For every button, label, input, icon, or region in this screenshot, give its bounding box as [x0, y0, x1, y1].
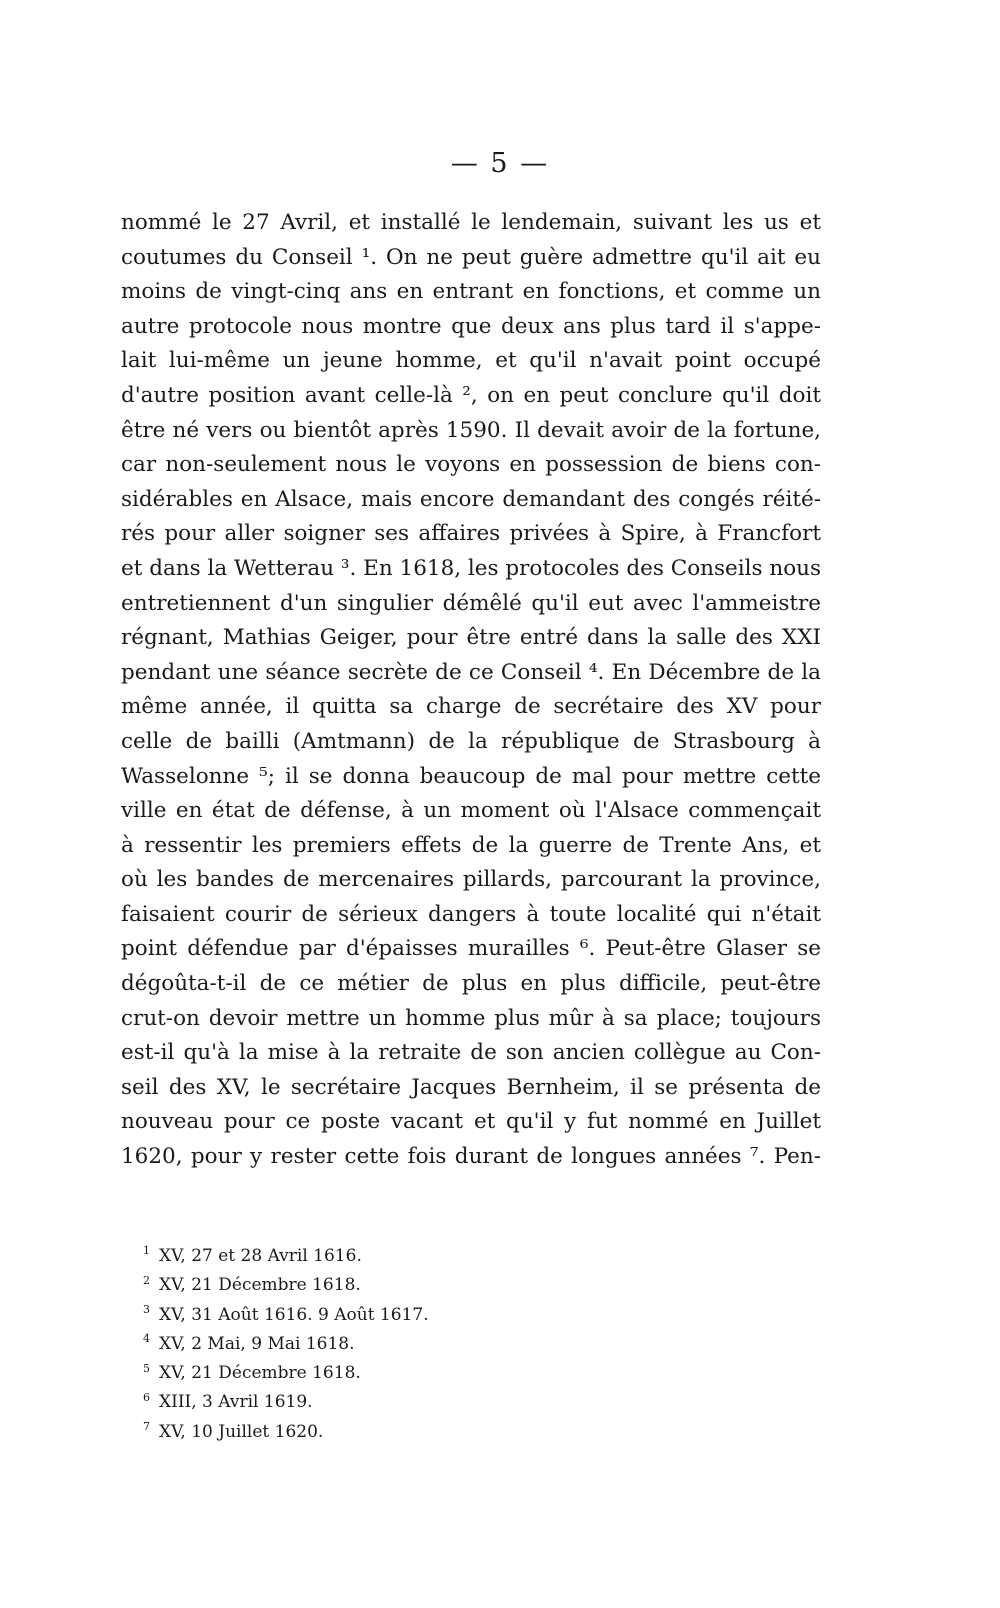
body-line: et dans la Wetterau ³. En 1618, les protocoles des Conseils nous: [121, 555, 822, 581]
body-line: à ressentir les premiers effets de la guerre de Trente Ans, et: [121, 832, 821, 858]
body-line: régnant, Mathias Geiger, pour être entré dans la salle des XXI: [121, 625, 821, 651]
footnote: 7 XV, 10 Juillet 1620.: [143, 1420, 324, 1442]
body-line: où les bandes de mercenaires pillards, parcourant la province,: [121, 867, 821, 893]
body-line: 1620, pour y rester cette fois durant de longues années ⁷. Pen-: [121, 1144, 821, 1170]
footnote-text: XV, 31 Août 1616. 9 Août 1617.: [159, 1304, 429, 1325]
body-line: entretiennent d'un singulier démêlé qu'il eut avec l'ammeistre: [121, 590, 821, 616]
footnote-text: XV, 10 Juillet 1620.: [159, 1421, 324, 1442]
body-line: dégoûta-t-il de ce métier de plus en plus difficile, peut-être: [121, 971, 821, 997]
body-line: point défendue par d'épaisses murailles ⁶. Peut-être Glaser se: [121, 936, 821, 962]
footnote: 4 XV, 2 Mai, 9 Mai 1618.: [143, 1332, 355, 1354]
body-text: [121, 206, 821, 1175]
body-line: crut-on devoir mettre un homme plus mûr à sa place; toujours: [121, 1005, 821, 1031]
page-number: — 5 —: [450, 148, 550, 179]
body-line: lait lui-même un jeune homme, et qu'il n'avait point occupé: [121, 348, 821, 374]
body-line: ville en état de défense, à un moment où l'Alsace commençait: [121, 798, 821, 824]
footnote: 1 XV, 27 et 28 Avril 1616.: [143, 1244, 362, 1266]
body-line: rés pour aller soigner ses affaires privées à Spire, à Francfort: [121, 521, 821, 547]
body-line: Wasselonne ⁵; il se donna beaucoup de mal pour mettre cette: [121, 763, 821, 789]
body-line: celle de bailli (Amtmann) de la république de Strasbourg à: [121, 728, 821, 754]
footnotes: [143, 1242, 643, 1447]
body-line: nouveau pour ce poste vacant et qu'il y fut nommé en Juillet: [121, 1109, 821, 1135]
footnote-text: XIII, 3 Avril 1619.: [159, 1392, 313, 1413]
footnote: 6 XIII, 3 Avril 1619.: [143, 1390, 313, 1413]
body-line: coutumes du Conseil ¹. On ne peut guère admettre qu'il ait eu: [121, 244, 821, 270]
body-line: car non-seulement nous le voyons en possession de biens con-: [121, 452, 821, 478]
body-line: moins de vingt-cinq ans en entrant en fonctions, et comme un: [121, 279, 821, 305]
body-line: même année, il quitta sa charge de secrétaire des XV pour: [121, 694, 821, 720]
body-line: est-il qu'à la mise à la retraite de son ancien collègue au Con-: [121, 1040, 821, 1066]
body-line: nommé le 27 Avril, et installé le lendemain, suivant les us et: [121, 210, 821, 235]
footnote-text: XV, 21 Décembre 1618.: [159, 1275, 361, 1296]
footnote-text: XV, 27 et 28 Avril 1616.: [159, 1246, 362, 1266]
body-line: d'autre position avant celle-là ², on en peut conclure qu'il doit: [121, 382, 821, 408]
footnote-text: XV, 2 Mai, 9 Mai 1618.: [159, 1333, 355, 1354]
footnote: 2 XV, 21 Décembre 1618.: [143, 1273, 361, 1296]
footnote: 3 XV, 31 Août 1616. 9 Août 1617.: [143, 1302, 429, 1325]
footnote-text: XV, 21 Décembre 1618.: [159, 1363, 361, 1384]
body-line: être né vers ou bientôt après 1590. Il devait avoir de la fortune,: [121, 417, 821, 443]
body-line: faisaient courir de sérieux dangers à toute localité qui n'était: [121, 901, 821, 927]
body-line: seil des XV, le secrétaire Jacques Bernheim, il se présenta de: [121, 1074, 821, 1100]
body-line: pendant une séance secrète de ce Conseil ⁴. En Décembre de la: [121, 659, 821, 685]
body-line: sidérables en Alsace, mais encore demandant des congés réité-: [121, 486, 821, 512]
footnote: 5 XV, 21 Décembre 1618.: [143, 1361, 361, 1384]
body-line: autre protocole nous montre que deux ans plus tard il s'appe-: [121, 313, 821, 339]
